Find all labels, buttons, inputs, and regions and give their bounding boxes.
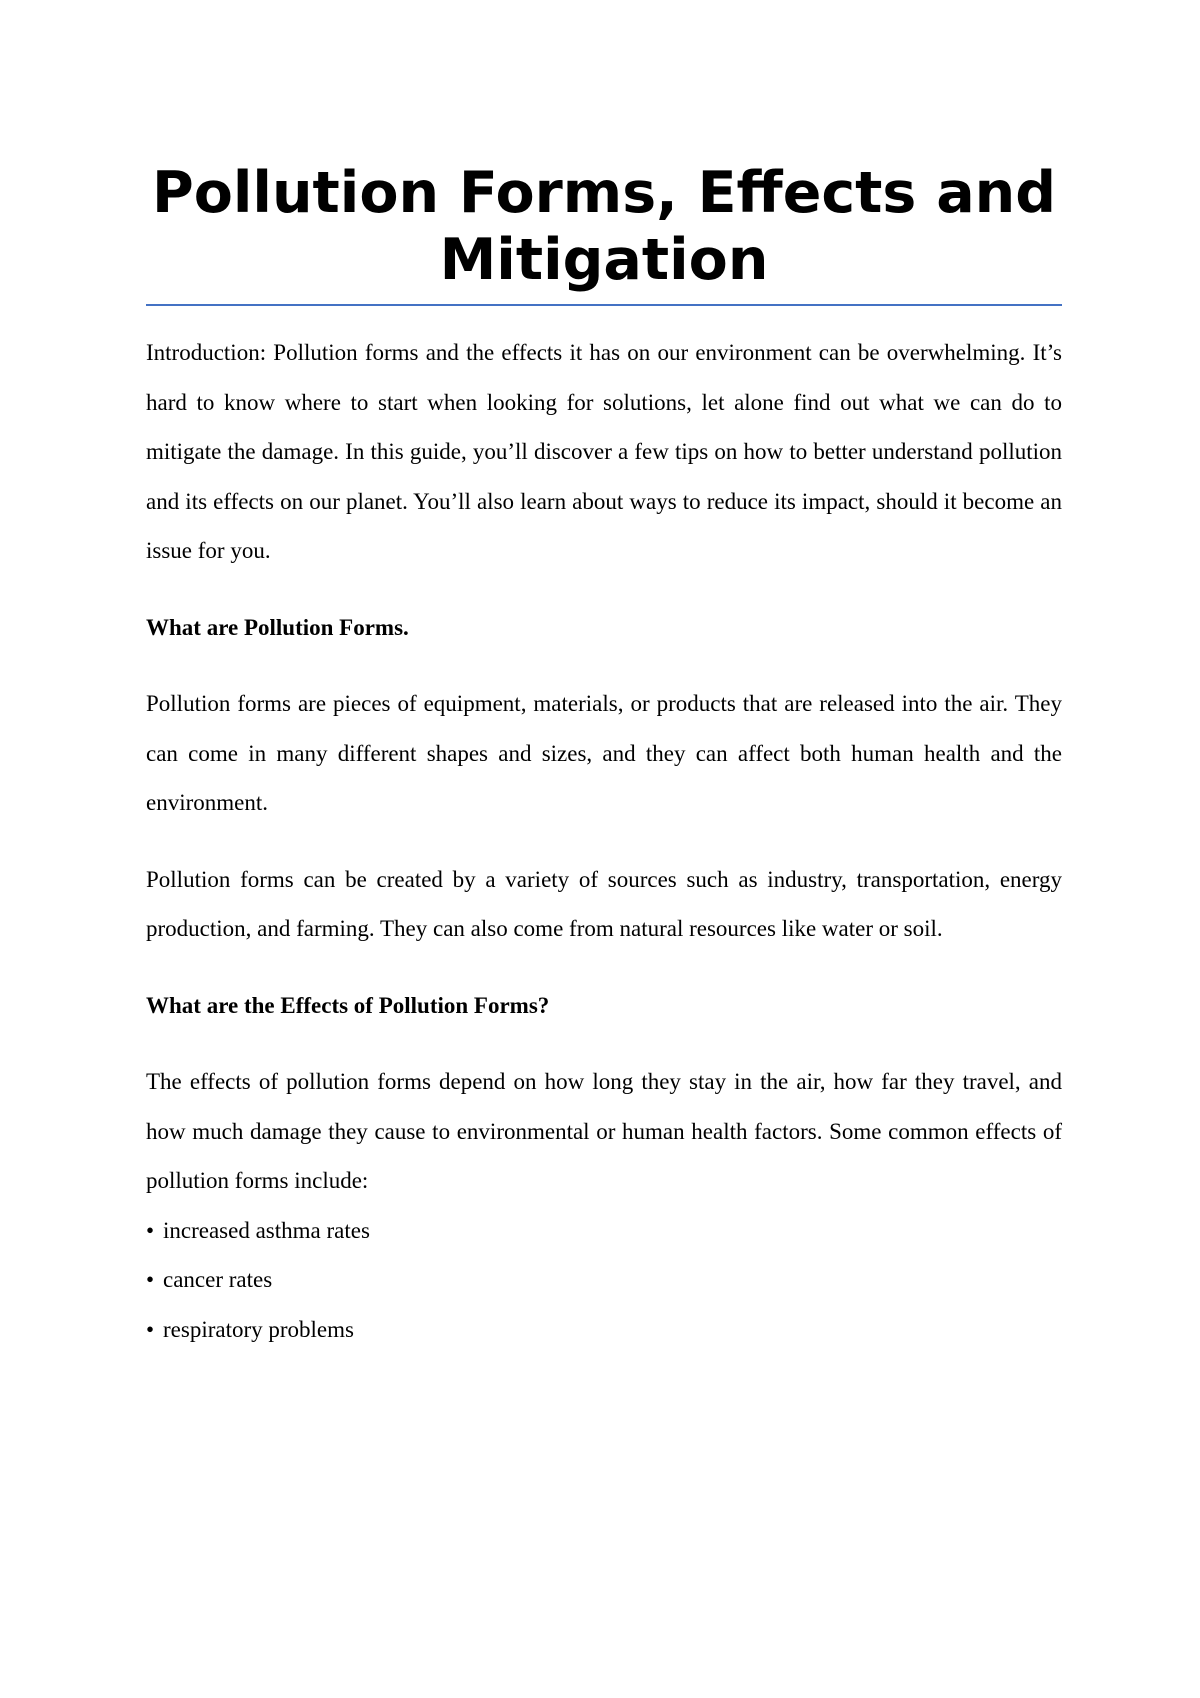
list-item (146, 1206, 1062, 1256)
list-item-text: cancer rates (163, 1267, 273, 1292)
section-heading-pollution-forms: What are Pollution Forms. (146, 614, 409, 640)
document-title: Pollution Forms, Effects and Mitigation (146, 160, 1062, 306)
document-page (146, 160, 1062, 1354)
body-paragraph: The effects of pollution forms depend on how long they stay in the air, how far they travel, and how much damage they cause to environmental or human health factors. Some common effects of pollution forms include: (146, 1069, 1062, 1193)
bullet-icon: • (146, 1217, 155, 1243)
list-item-text: respiratory problems (163, 1316, 354, 1342)
section-heading-effects: What are the Effects of Pollution Forms? (146, 992, 550, 1018)
list-item (146, 1305, 1062, 1355)
bullet-icon: • (146, 1267, 155, 1292)
intro-paragraph: Introduction: Pollution forms and the effects it has on our environment can be overwhelming. It’s hard to know where to start when looking for solutions, let alone find out what we can do to mitigate the damage. In this guide, you’ll discover a few tips on how to better understand pollution and its effects on our planet. You’ll also learn about ways to reduce its impact, should it become an issue for you. (146, 340, 1062, 563)
body-paragraph: Pollution forms can be created by a variety of sources such as industry, transportation, energy production, and farming. They can also come from natural resources like water or soil. (146, 866, 1062, 941)
list-item (146, 1255, 1062, 1305)
list-item-text: increased asthma rates (163, 1217, 370, 1243)
body-paragraph: Pollution forms are pieces of equipment, materials, or products that are released into the air. They can come in many different shapes and sizes, and they can affect both human health and the environment. (146, 691, 1062, 815)
bullet-icon: • (146, 1316, 155, 1342)
